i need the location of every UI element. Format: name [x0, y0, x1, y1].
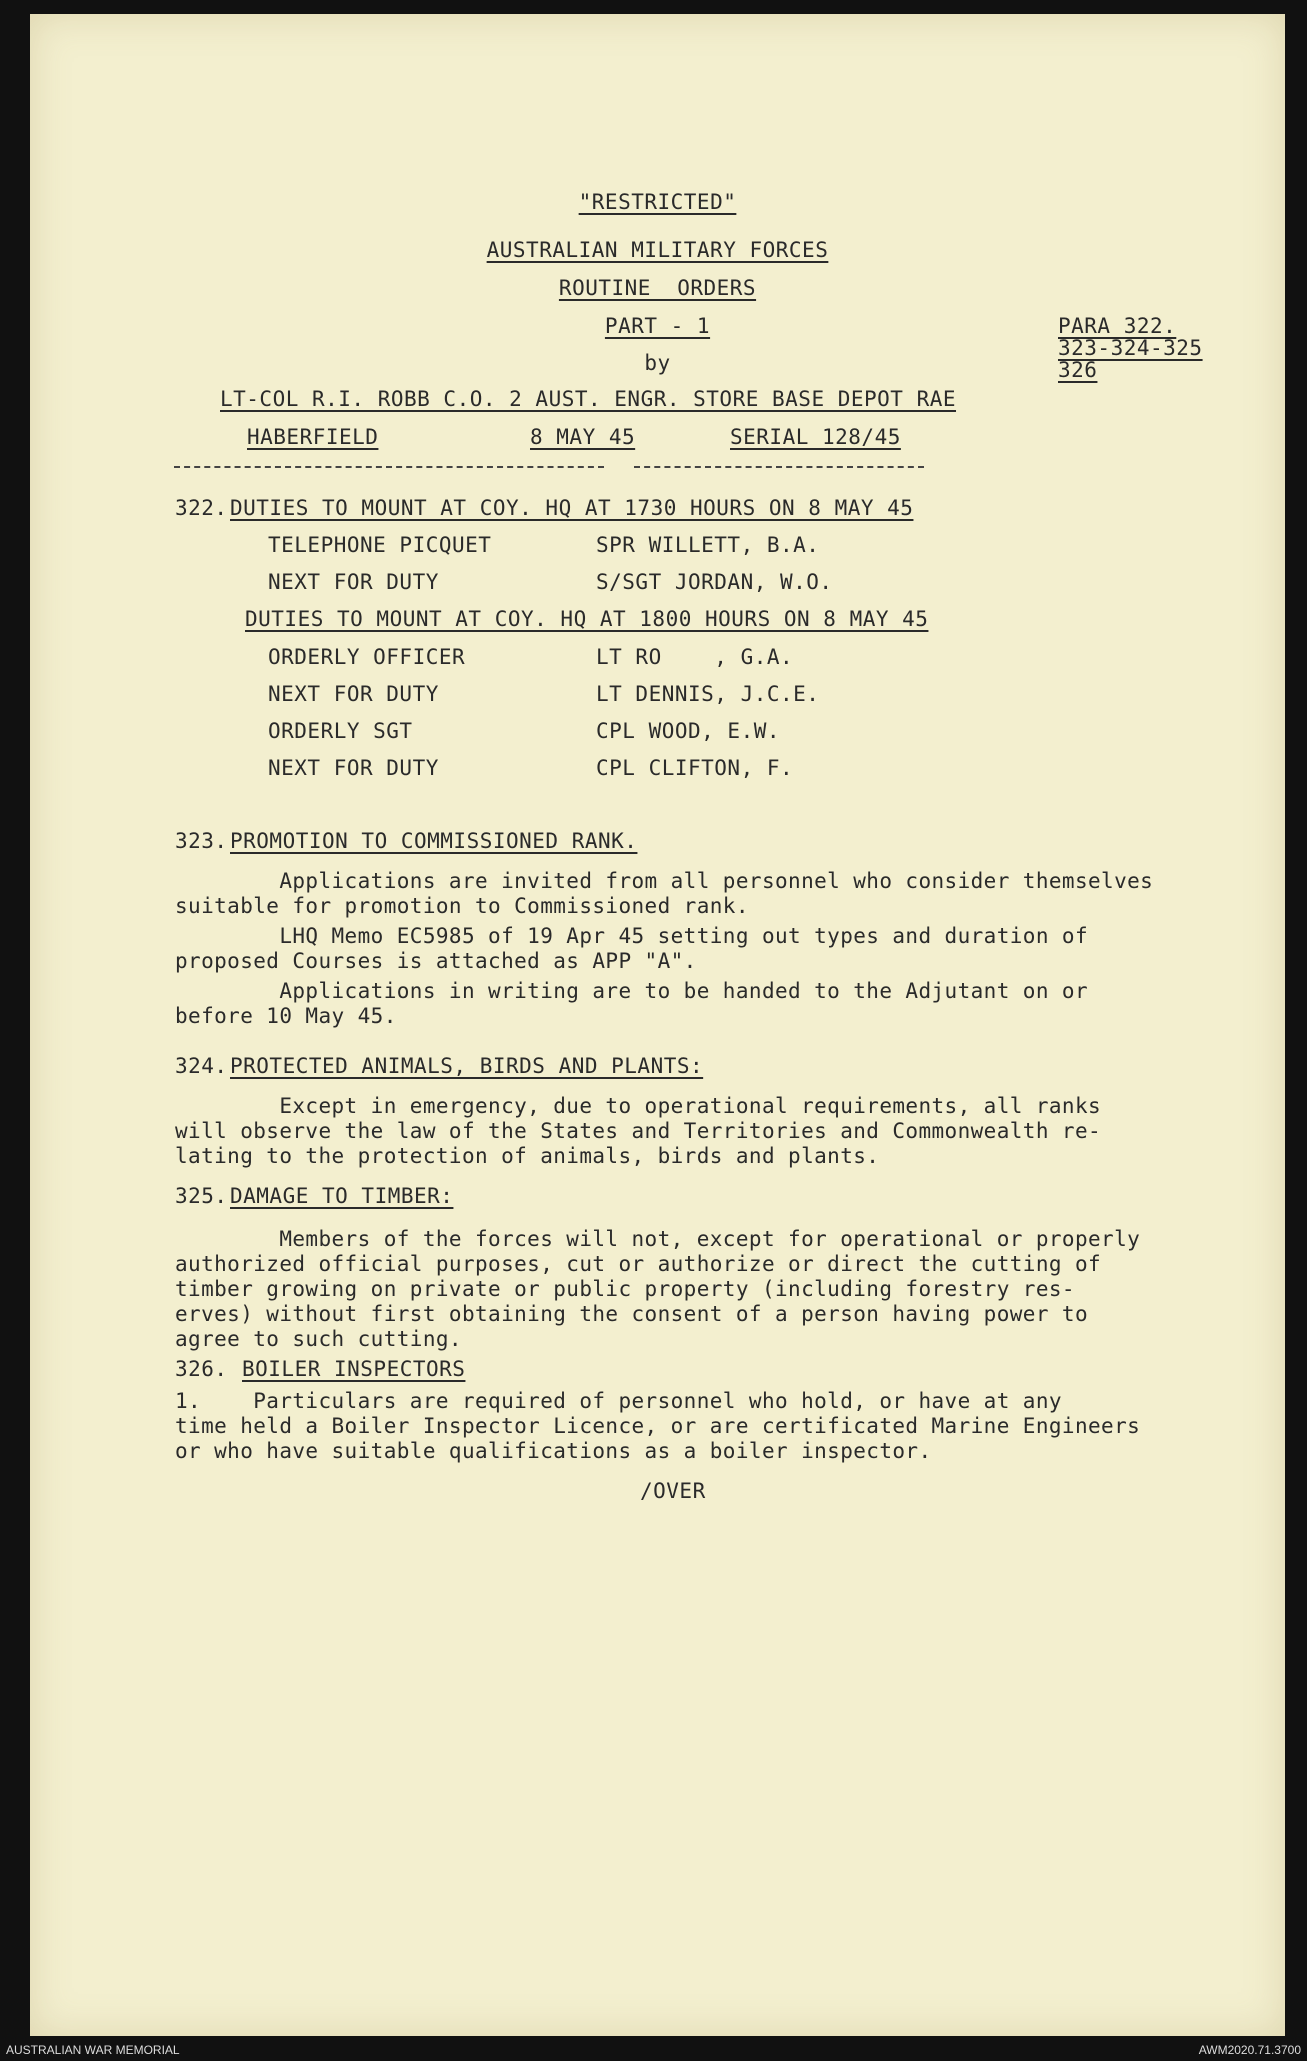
para-ref-line-1: PARA 322. — [1058, 314, 1177, 338]
section-322-number: 322. — [175, 496, 228, 520]
document-page — [30, 14, 1285, 2036]
section-324-number: 324. — [175, 1054, 228, 1078]
section-323-heading: PROMOTION TO COMMISSIONED RANK. — [230, 829, 638, 853]
duty-name: LT DENNIS, J.C.E. — [596, 682, 820, 706]
duty-name: CPL CLIFTON, F. — [596, 756, 794, 780]
part-number: PART - 1 — [604, 314, 711, 338]
by-label: by — [644, 351, 671, 375]
section-325-para-1: Members of the forces will not, except for operational or properly authorized official purposes, cut or authorize or direct the cutting of timber growing on private or public property (including forestry res- erves) without first obtaining the consent of a person having power to agree to such cutting. — [175, 1227, 1141, 1351]
duty-role: TELEPHONE PICQUET — [268, 533, 492, 557]
para-ref-line-3: 326 — [1058, 358, 1098, 382]
location: HABERFIELD — [247, 425, 379, 449]
duty-role: NEXT FOR DUTY — [268, 570, 439, 594]
duty-name: SPR WILLETT, B.A. — [596, 533, 820, 557]
section-325-heading: DAMAGE TO TIMBER: — [230, 1184, 454, 1208]
footer-archive-name: AUSTRALIAN WAR MEMORIAL — [6, 2043, 180, 2057]
section-324-para-1: Except in emergency, due to operational requirements, all ranks will observe the law of the States and Territories and Commonwealth re- lating to the protection of animals, birds and plants. — [175, 1094, 1102, 1168]
section-326-number: 326. — [175, 1357, 228, 1381]
duty-role: ORDERLY SGT — [268, 719, 413, 743]
duty-name: S/SGT JORDAN, W.O. — [596, 570, 833, 594]
divider-right — [634, 466, 924, 468]
duty-role: ORDERLY OFFICER — [268, 645, 466, 669]
section-324-heading: PROTECTED ANIMALS, BIRDS AND PLANTS: — [230, 1054, 704, 1078]
duty-role: NEXT FOR DUTY — [268, 756, 439, 780]
section-323-para-1: Applications are invited from all personnel who consider themselves suitable for promotion to Commissioned rank. — [175, 869, 1154, 918]
section-326-para-1: 1. Particulars are required of personnel who hold, or have at any time held a Boiler Inspector Licence, or are certificated Marine Engineers or who have suitable qualifications as a boiler inspector. — [175, 1389, 1141, 1463]
organisation-title: AUSTRALIAN MILITARY FORCES — [486, 238, 829, 262]
section-325-number: 325. — [175, 1184, 228, 1208]
document-type: ROUTINE ORDERS — [558, 276, 757, 300]
section-322-heading-2: DUTIES TO MOUNT AT COY. HQ AT 1800 HOURS ON 8 MAY 45 — [245, 607, 929, 631]
divider-left — [174, 466, 604, 468]
duty-name: CPL WOOD, E.W. — [596, 719, 781, 743]
section-322-heading-1: DUTIES TO MOUNT AT COY. HQ AT 1730 HOURS ON 8 MAY 45 — [230, 496, 914, 520]
classification: "RESTRICTED" — [578, 190, 737, 214]
issuer: LT-COL R.I. ROBB C.O. 2 AUST. ENGR. STORE BASE DEPOT RAE — [220, 387, 957, 411]
para-ref-line-2: 323-324-325 — [1058, 336, 1203, 360]
section-323-para-3: Applications in writing are to be handed to the Adjutant on or before 10 May 45. — [175, 979, 1089, 1028]
section-326-heading: BOILER INSPECTORS — [242, 1357, 466, 1381]
section-323-para-2: LHQ Memo EC5985 of 19 Apr 45 setting out types and duration of proposed Courses is attached as APP "A". — [175, 924, 1089, 973]
section-323-number: 323. — [175, 829, 228, 853]
over-marker: /OVER — [640, 1479, 706, 1503]
order-date: 8 MAY 45 — [530, 425, 636, 449]
duty-role: NEXT FOR DUTY — [268, 682, 439, 706]
duty-name: LT RO , G.A. — [596, 645, 794, 669]
footer-accession-number: AWM2020.71.3700 — [1198, 2043, 1301, 2057]
serial-number: SERIAL 128/45 — [730, 425, 901, 449]
